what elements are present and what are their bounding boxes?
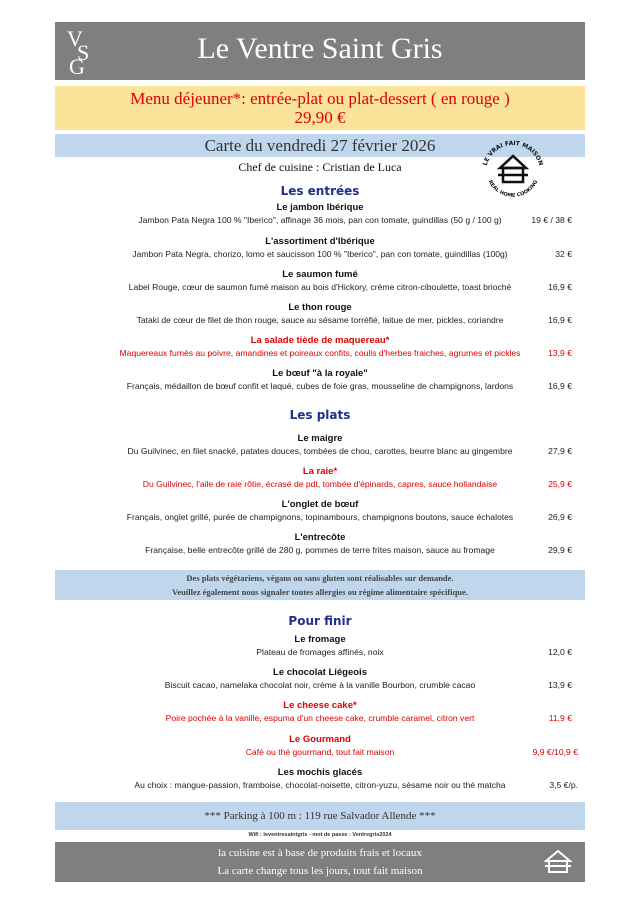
menu-item bbox=[0, 301, 640, 327]
dietary-notice-line1: Des plats végétariens, végans ou sans gluten sont réalisables sur demande. bbox=[186, 573, 454, 583]
item-price: 29,9 € bbox=[548, 545, 572, 555]
item-description: Poire pochée à la vanille, espuma d'un cheese cake, crumble caramel, citron vert bbox=[165, 713, 475, 723]
item-name: Le maigre bbox=[297, 433, 343, 444]
item-name: Le jambon Ibérique bbox=[276, 202, 364, 213]
item-name: Le chocolat Liégeois bbox=[273, 667, 367, 678]
item-description: Française, belle entrecôte grillé de 280 g, pommes de terre frites maison, sauce au fromage bbox=[145, 545, 495, 555]
item-description: Du Guilvinec, l'aile de raie rôtie, écrasé de pdt, tombée d'épinards, capres, sauce hollandaise bbox=[142, 479, 498, 489]
item-description: Français, onglet grillé, purée de champignons, topinambours, champignons boutons, sauce échalotes bbox=[126, 512, 514, 522]
menu-item bbox=[0, 699, 640, 725]
menu-item bbox=[0, 498, 640, 524]
stamp-bottom-text: REAL HOME COOKING bbox=[486, 179, 540, 199]
lunch-menu-text: Menu déjeuner*: entrée-plat ou plat-dessert ( en rouge ) bbox=[130, 89, 510, 108]
dietary-notice-line2: Veuillez également nous signaler toutes allergies ou régime alimentaire spécifique. bbox=[172, 587, 468, 597]
menu-item bbox=[0, 666, 640, 692]
menu-item bbox=[0, 334, 640, 360]
item-name: Le cheese cake* bbox=[283, 700, 357, 711]
section-title-desserts: Pour finir bbox=[288, 614, 352, 628]
item-name: L'assortiment d'Ibérique bbox=[265, 236, 375, 247]
menu-item bbox=[0, 268, 640, 294]
footer-banner bbox=[55, 842, 585, 882]
item-description: Jambon Pata Negra, chorizo, lomo et saucisson 100 % "Iberico", pan con tomate, guindillas (100g) bbox=[132, 249, 508, 259]
item-price: 13,9 € bbox=[548, 680, 572, 690]
item-price: 16,9 € bbox=[548, 315, 572, 325]
item-price: 11,9 € bbox=[548, 713, 572, 723]
footer-line1: la cuisine est à base de produits frais et locaux bbox=[218, 847, 422, 859]
lunch-menu-price: 29,90 € bbox=[294, 108, 346, 127]
section-title-plats: Les plats bbox=[289, 408, 351, 422]
menu-item bbox=[0, 531, 640, 557]
item-description: Plateau de fromages affinés, noix bbox=[256, 647, 384, 657]
item-price: 19 € / 38 € bbox=[531, 215, 572, 225]
item-description: Café ou thé gourmand, tout fait maison bbox=[245, 747, 395, 757]
svg-text:LE VRAI FAIT MAISON bbox=[482, 140, 544, 167]
menu-item bbox=[0, 733, 640, 759]
item-name: Le saumon fumé bbox=[282, 269, 358, 280]
item-description: Au choix : mangue-passion, framboise, chocolat-noisette, citron-yuzu, sésame noir ou thé matcha bbox=[134, 780, 506, 790]
item-name: La salade tiède de maquereau* bbox=[250, 335, 390, 346]
item-name: L'onglet de bœuf bbox=[281, 499, 359, 510]
item-price: 9,9 €/10,9 € bbox=[532, 747, 578, 757]
footer-line2: La carte change tous les jours, tout fait maison bbox=[217, 865, 423, 877]
carte-date: Carte du vendredi 27 février 2026 bbox=[55, 134, 585, 157]
item-price: 16,9 € bbox=[548, 381, 572, 391]
restaurant-title: Le Ventre Saint Gris bbox=[197, 32, 443, 65]
item-name: La raie* bbox=[302, 466, 338, 477]
house-pot-icon bbox=[543, 849, 573, 875]
item-name: Le bœuf "à la royale" bbox=[272, 368, 368, 379]
item-price: 12,0 € bbox=[548, 647, 572, 657]
item-price: 26,9 € bbox=[548, 512, 572, 522]
item-description: Tataki de cœur de filet de thon rouge, sauce au sésame torréfié, laitue de mer, pickles, coriandre bbox=[136, 315, 504, 325]
item-price: 27,9 € bbox=[548, 446, 572, 456]
menu-item bbox=[0, 235, 640, 261]
item-price: 3,5 €/p. bbox=[549, 780, 578, 790]
item-name: Les mochis glacés bbox=[277, 767, 363, 778]
item-name: Le fromage bbox=[294, 634, 346, 645]
svg-text:G: G bbox=[69, 54, 85, 76]
menu-item bbox=[0, 432, 640, 458]
header-banner bbox=[55, 22, 585, 80]
svg-text:V: V bbox=[67, 26, 83, 51]
menu-item bbox=[0, 766, 640, 792]
chef-name: Chef de cuisine : Cristian de Luca bbox=[238, 160, 402, 174]
menu-item bbox=[0, 367, 640, 393]
item-name: Le thon rouge bbox=[288, 302, 352, 313]
parking-info: *** Parking à 100 m : 119 rue Salvador Allende *** bbox=[55, 802, 585, 830]
wifi-info: Wifi : leventresaintgris - mot de passe : Ventregris2024 bbox=[248, 832, 392, 838]
section-title-entrees: Les entrées bbox=[280, 184, 360, 198]
item-name: Le Gourmand bbox=[289, 734, 351, 745]
item-price: 16,9 € bbox=[548, 282, 572, 292]
item-description: Français, médaillon de bœuf confit et laqué, cubes de foie gras, mousseline de champignons, lardons bbox=[126, 381, 514, 391]
item-description: Jambon Pata Negra 100 % "Iberico", affinage 36 mois, pan con tomate, guindillas (50 g / 100 g) bbox=[138, 215, 502, 225]
lunch-menu-offer bbox=[55, 86, 585, 130]
item-price: 32 € bbox=[555, 249, 572, 259]
menu-item bbox=[0, 633, 640, 659]
item-description: Du Guilvinec, en filet snacké, patates douces, tombées de chou, carottes, beurre blanc au gingembre bbox=[127, 446, 513, 456]
dietary-notice bbox=[55, 570, 585, 600]
menu-item bbox=[0, 465, 640, 491]
svg-text:S: S bbox=[77, 40, 90, 65]
item-price: 25,9 € bbox=[548, 479, 572, 489]
item-description: Maquereaux fumés au poivre, amandines et poireaux confits, coulis d'herbes fraiches, agrumes et pickles bbox=[119, 348, 521, 358]
item-name: L'entrecôte bbox=[294, 532, 346, 543]
item-price: 13,9 € bbox=[548, 348, 572, 358]
item-description: Label Rouge, cœur de saumon fumé maison au bois d'Hickory, crème citron-ciboulette, toast brioché bbox=[128, 282, 512, 292]
stamp-top-text: LE VRAI FAIT MAISON bbox=[481, 139, 545, 167]
menu-item bbox=[0, 201, 640, 227]
item-description: Biscuit cacao, namelaka chocolat noir, crème à la vanille Bourbon, crumble cacao bbox=[164, 680, 476, 690]
